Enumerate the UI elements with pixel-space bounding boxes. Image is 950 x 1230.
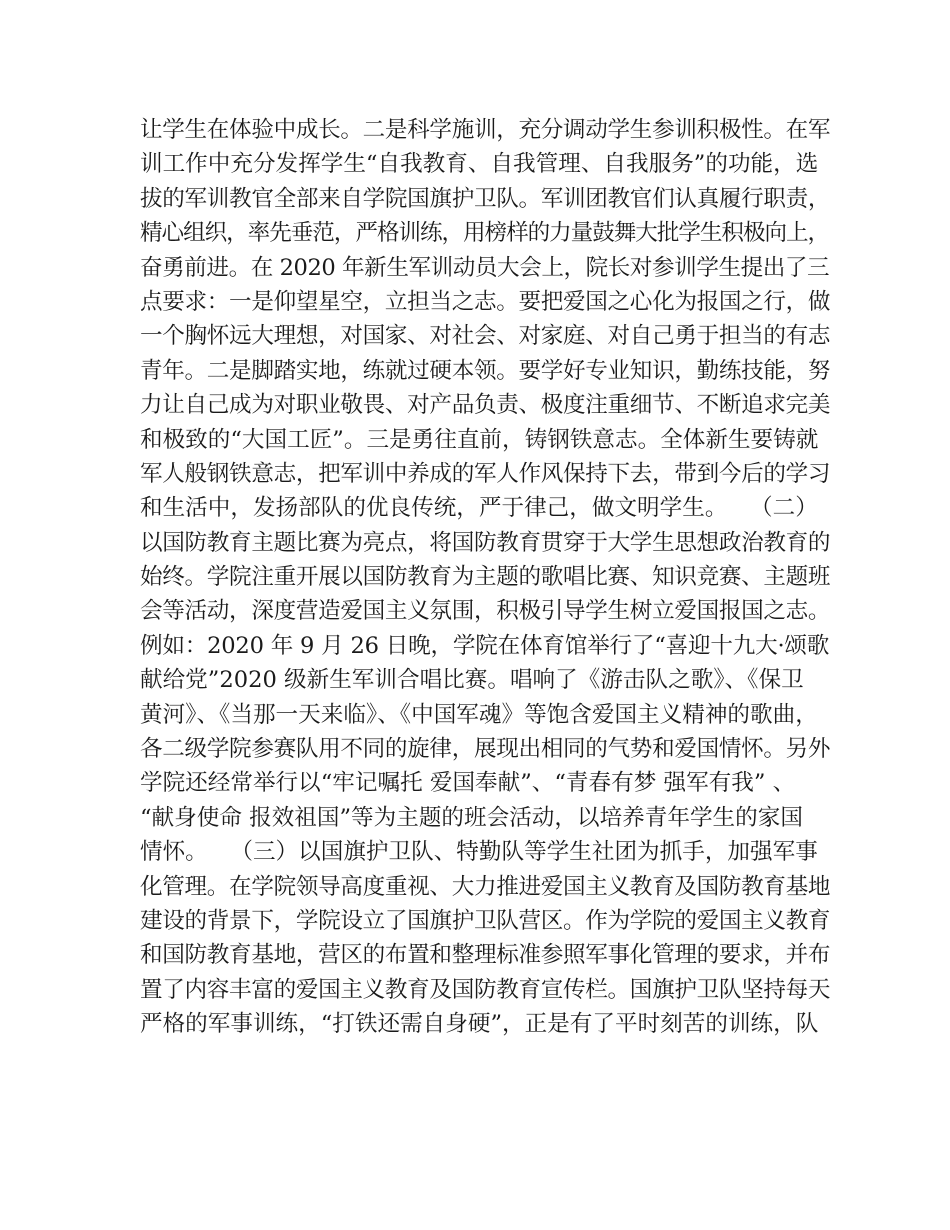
text-line: 建设的背景下，学院设立了国旗护卫队营区。作为学院的爱国主义教育 (140, 907, 830, 934)
text-line: 奋勇前进。在 2020 年新生军训动员大会上，院长对参训学生提出了三 (140, 254, 830, 281)
text-line: 训工作中充分发挥学生“自我教育、自我管理、自我服务”的功能，选 (140, 151, 819, 178)
text-line: 青年。二是脚踏实地，练就过硬本领。要学好专业知识，勤练技能，努 (140, 357, 830, 384)
text-line: 和国防教育基地，营区的布置和整理标准参照军事化管理的要求，并布 (140, 942, 830, 969)
text-line: 一个胸怀远大理想，对国家、对社会、对家庭、对自己勇于担当的有志 (140, 323, 830, 350)
text-line: 会等活动，深度营造爱国主义氛围，积极引导学生树立爱国报国之志。 (140, 598, 830, 625)
text-line: 献给党”2020 级新生军训合唱比赛。唱响了《游击队之歌》、《保卫 (140, 667, 804, 694)
text-line: 学院还经常举行以“牢记嘱托 爱国奉献”、“青春有梦 强军有我” 、 (140, 770, 796, 797)
text-line: 置了内容丰富的爱国主义教育及国防教育宣传栏。国旗护卫队坚持每天 (140, 976, 830, 1003)
text-line: 情怀。 （三）以国旗护卫队、特勤队等学生社团为抓手，加强军事 (140, 839, 818, 866)
text-line: 点要求：一是仰望星空，立担当之志。要把爱国之心化为报国之行，做 (140, 288, 830, 315)
text-line: 各二级学院参赛队用不同的旋律，展现出相同的气势和爱国情怀。另外 (140, 736, 830, 763)
body-text (140, 113, 830, 1042)
text-line: 化管理。在学院领导高度重视、大力推进爱国主义教育及国防教育基地 (140, 873, 830, 900)
text-line: “献身使命 报效祖国”等为主题的班会活动，以培养青年学生的家国 (140, 804, 803, 831)
text-line: 黄河》、《当那一天来临》、《中国军魂》等饱含爱国主义精神的歌曲， (140, 701, 818, 728)
text-line: 严格的军事训练，“打铁还需自身硬”，正是有了平时刻苦的训练，队 (140, 1011, 819, 1038)
text-line: 始终。学院注重开展以国防教育为主题的歌唱比赛、知识竞赛、主题班 (140, 564, 830, 591)
text-line: 力让自己成为对职业敬畏、对产品负责、极度注重细节、不断追求完美 (140, 392, 830, 419)
text-line: 军人般钢铁意志，把军训中养成的军人作风保持下去，带到今后的学习 (140, 460, 830, 487)
text-line: 以国防教育主题比赛为亮点，将国防教育贯穿于大学生思想政治教育的 (140, 529, 830, 556)
text-line: 例如：2020 年 9 月 26 日晚，学院在体育馆举行了“喜迎十九大·颂歌 (140, 632, 830, 659)
text-line: 精心组织，率先垂范，严格训练，用榜样的力量鼓舞大批学生积极向上， (140, 220, 830, 247)
text-line: 拔的军训教官全部来自学院国旗护卫队。军训团教官们认真履行职责， (140, 185, 830, 212)
text-line: 和生活中，发扬部队的优良传统，严于律己，做文明学生。 （二） (140, 495, 818, 522)
text-line: 让学生在体验中成长。二是科学施训，充分调动学生参训积极性。在军 (140, 117, 830, 143)
text-line: 和极致的“大国工匠”。三是勇往直前，铸钢铁意志。全体新生要铸就 (140, 426, 819, 453)
